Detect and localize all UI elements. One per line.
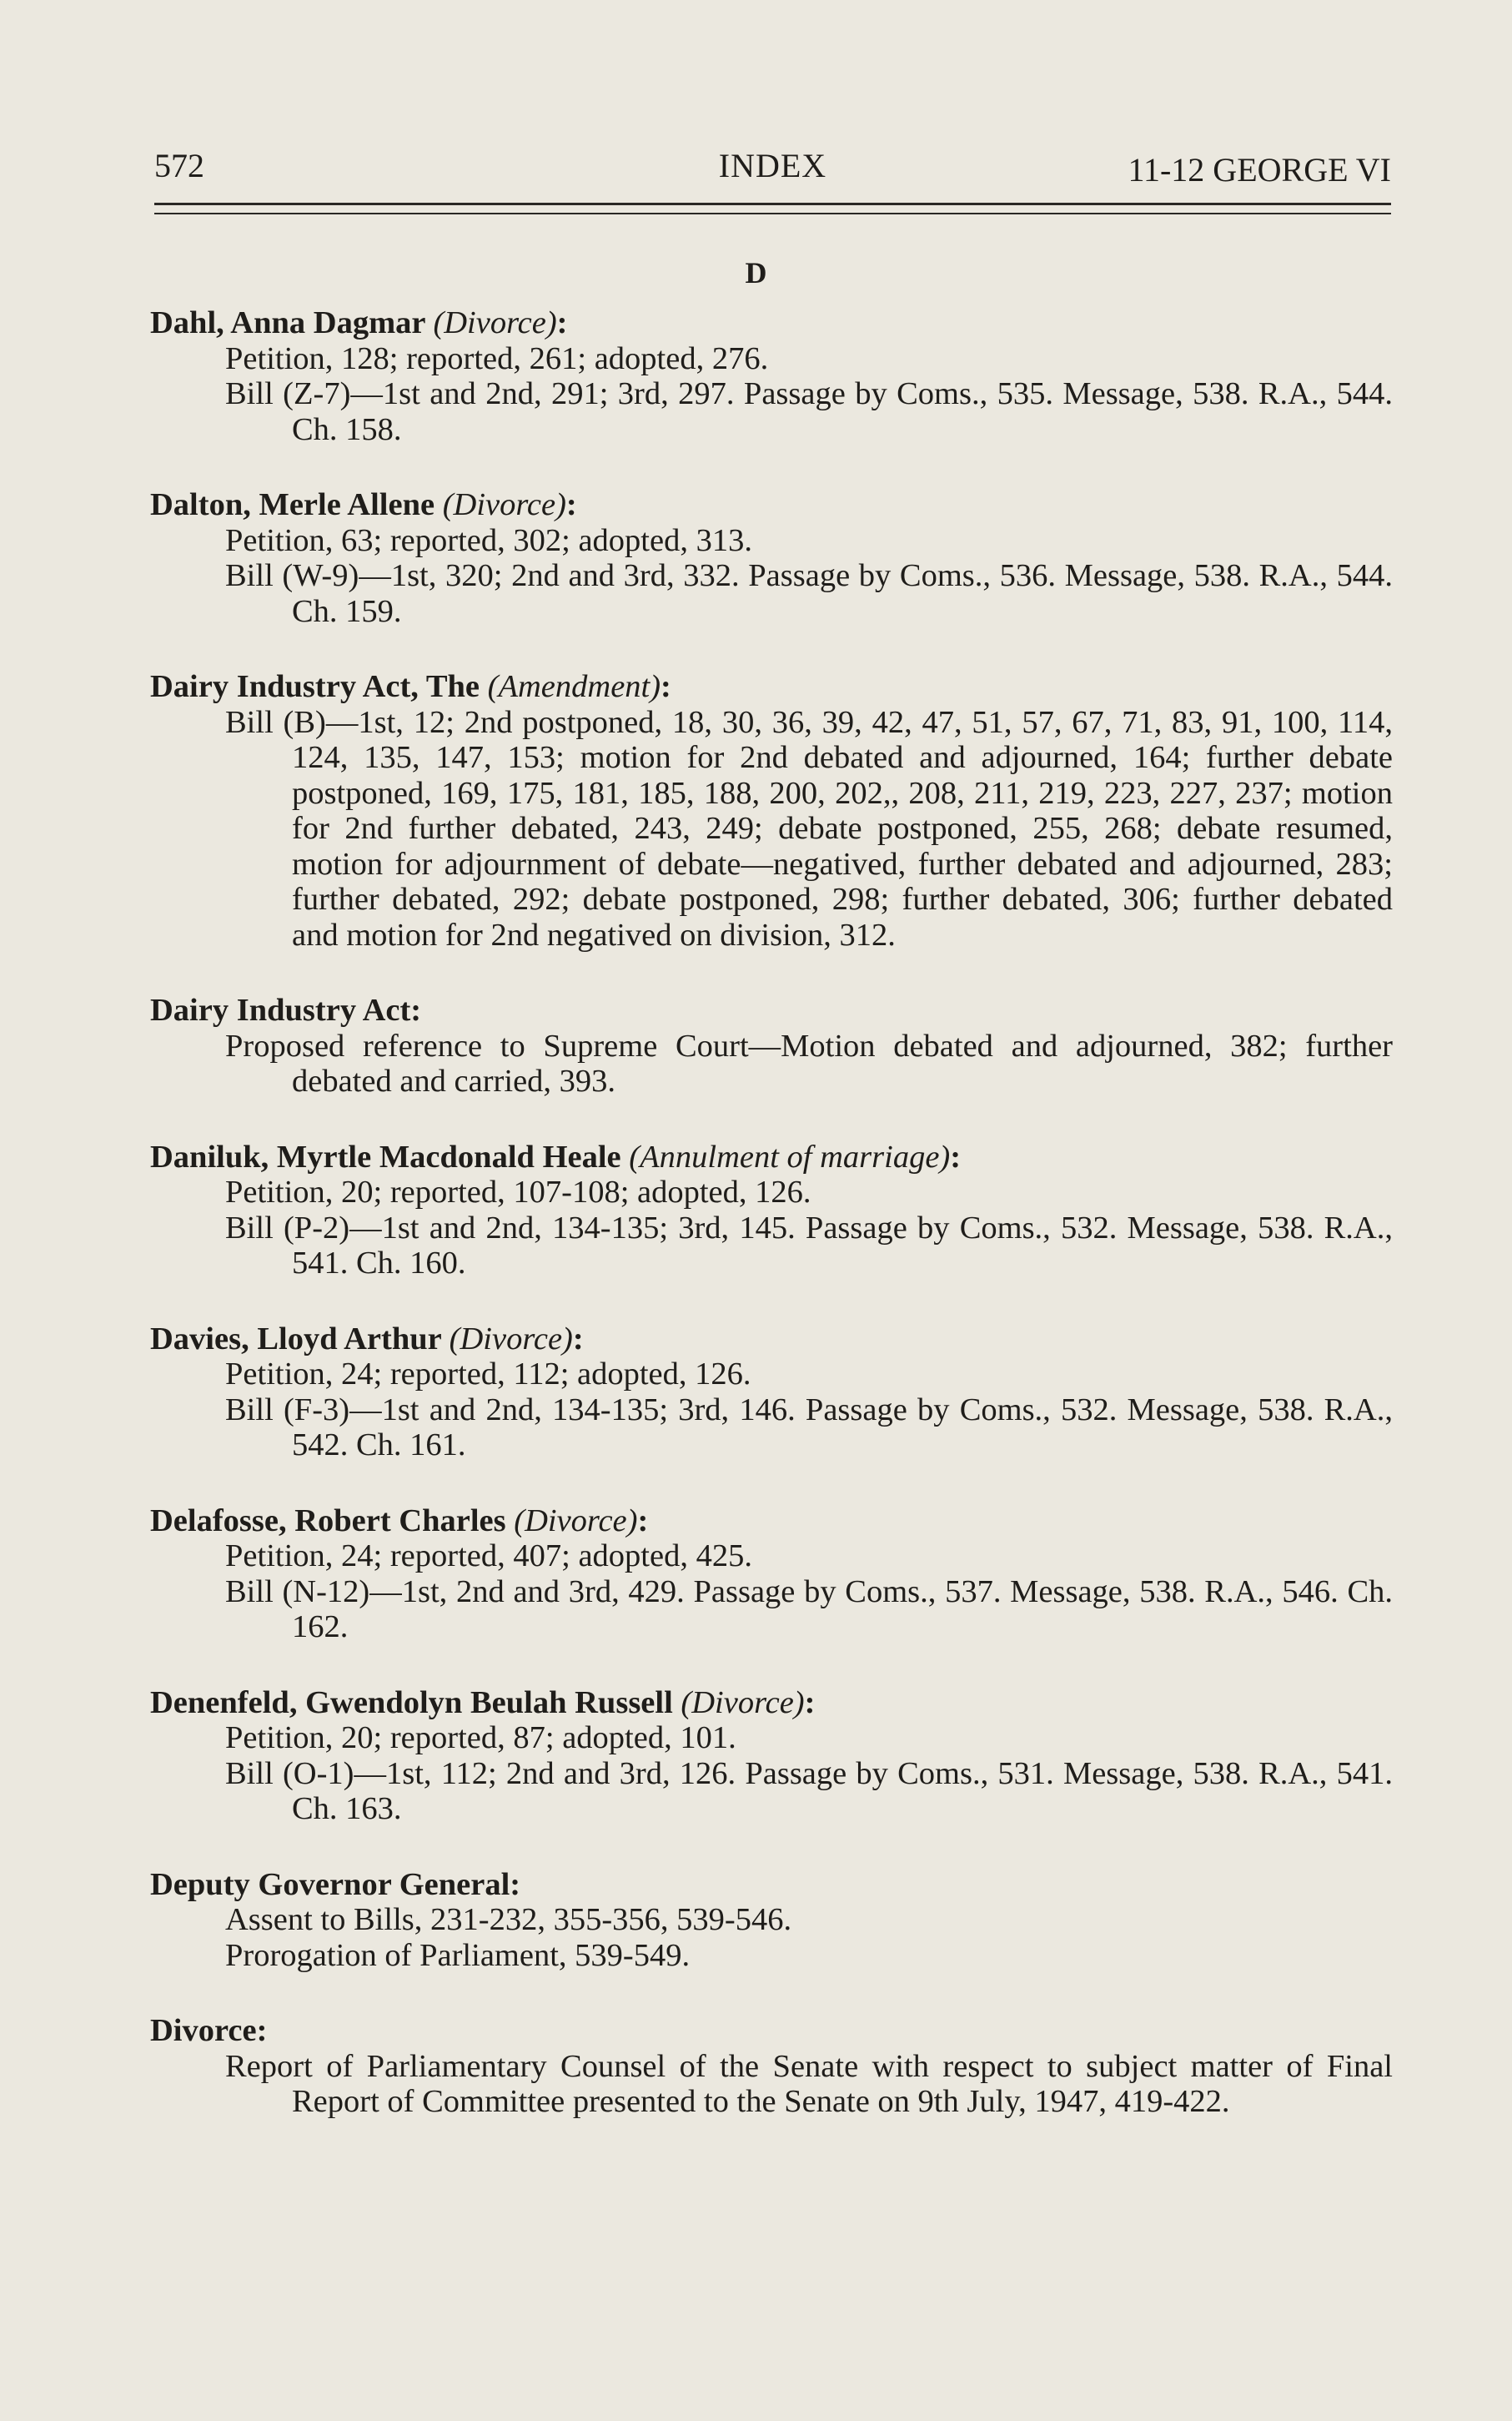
entry-subline: Bill (B)—1st, 12; 2nd postponed, 18, 30, 36, 39, 42, 47, 51, 57, 67, 71, 83, 91, 100, 114, 124, 135, 147, 153; motion for 2nd debated and adjourned, 164; further debate postponed, 169, 175, 181, 185, 188, 200, 202,, 208, 211, 219, 223, 227, 237; motion for 2nd further debated, 243, 249; debate postponed, 255, 268; debate resumed, motion for adjournment of debate—negatived, further debated and adjourned, 283; further debated, 292; debate postponed, 298; further debated, 306; further debated and motion for 2nd negatived on division, 312. — [225, 704, 1393, 953]
entry-subline: Petition, 20; reported, 107-108; adopted, 126. — [225, 1175, 811, 1210]
index-entry — [150, 1503, 1393, 1645]
index-entry — [150, 1685, 1393, 1827]
section-letter: D — [745, 256, 767, 289]
entry-name: Dairy Industry Act — [150, 993, 411, 1028]
entry-qualifier: (Divorce) — [442, 487, 566, 522]
entry-colon: : — [572, 1321, 584, 1356]
entry-colon: : — [556, 305, 568, 340]
entry-subline: Bill (N-12)—1st, 2nd and 3rd, 429. Passage by Coms., 537. Message, 538. R.A., 546. Ch. 162. — [225, 1573, 1393, 1644]
index-entry — [150, 993, 1393, 1100]
entry-subline: Petition, 20; reported, 87; adopted, 101. — [225, 1720, 736, 1755]
running-header — [154, 146, 1391, 196]
entry-subline: Bill (F-3)—1st and 2nd, 134-135; 3rd, 146. Passage by Coms., 532. Message, 538. R.A., 542. Ch. 161. — [225, 1392, 1393, 1462]
entry-colon: : — [804, 1684, 816, 1720]
entry-qualifier: (Divorce) — [681, 1684, 805, 1720]
entry-subline: Bill (P-2)—1st and 2nd, 134-135; 3rd, 145. Passage by Coms., 532. Message, 538. R.A., 541. Ch. 160. — [225, 1210, 1393, 1281]
entry-heading — [150, 1685, 1393, 1721]
entry-heading — [150, 1867, 1393, 1903]
entry-name: Daniluk, Myrtle Macdonald Heale — [150, 1139, 621, 1175]
entry-subline: Bill (O-1)—1st, 112; 2nd and 3rd, 126. Passage by Coms., 531. Message, 538. R.A., 541. Ch. 163. — [225, 1755, 1393, 1826]
index-entries — [150, 305, 1393, 2160]
entry-subline: Assent to Bills, 231-232, 355-356, 539-546. — [225, 1902, 792, 1937]
entry-colon: : — [637, 1502, 649, 1538]
entry-name: Dahl, Anna Dagmar — [150, 305, 425, 340]
entry-colon: : — [256, 2013, 268, 2048]
entry-colon: : — [950, 1139, 962, 1175]
entry-heading — [150, 1321, 1393, 1357]
running-title: INDEX — [718, 147, 827, 184]
entry-heading — [150, 1140, 1393, 1175]
index-entry — [150, 669, 1393, 953]
entry-name: Dairy Industry Act, The — [150, 669, 480, 704]
entry-name: Deputy Governor General — [150, 1866, 510, 1902]
entry-qualifier: (Amendment) — [487, 669, 661, 704]
entry-colon: : — [410, 993, 422, 1028]
page-number: 572 — [154, 147, 204, 184]
entry-heading — [150, 487, 1393, 523]
entry-colon: : — [565, 487, 577, 522]
entry-subline: Petition, 24; reported, 112; adopted, 126. — [225, 1356, 751, 1392]
entry-colon: : — [661, 669, 671, 704]
index-entry — [150, 487, 1393, 629]
entry-heading — [150, 1503, 1393, 1539]
entry-subline: Prorogation of Parliament, 539-549. — [225, 1937, 691, 1973]
header-rule-top — [154, 203, 1391, 205]
entry-heading — [150, 993, 1393, 1029]
entry-subline: Report of Parliamentary Counsel of the Senate with respect to subject matter of Final Report of Committee presented to the Senate on 9th July, 1947, 419-422. — [225, 2048, 1393, 2119]
index-entry — [150, 2013, 1393, 2120]
entry-heading — [150, 2013, 1393, 2049]
entry-colon: : — [510, 1866, 521, 1902]
entry-qualifier: (Divorce) — [514, 1502, 638, 1538]
reign-label: 11-12 GEORGE VI — [1128, 151, 1391, 189]
entry-heading — [150, 669, 1393, 705]
entry-heading — [150, 305, 1393, 341]
header-rule-bottom — [154, 213, 1391, 214]
entry-qualifier: (Annulment of marriage) — [629, 1139, 951, 1175]
entry-name: Davies, Lloyd Arthur — [150, 1321, 442, 1356]
index-entry — [150, 1867, 1393, 1974]
entry-subline: Petition, 24; reported, 407; adopted, 425. — [225, 1538, 752, 1573]
entry-subline: Bill (W-9)—1st, 320; 2nd and 3rd, 332. Passage by Coms., 536. Message, 538. R.A., 544. Ch. 159. — [225, 558, 1393, 629]
index-entry — [150, 305, 1393, 447]
index-entry — [150, 1321, 1393, 1463]
entry-name: Denenfeld, Gwendolyn Beulah Russell — [150, 1684, 673, 1720]
entry-subline: Petition, 128; reported, 261; adopted, 276. — [225, 340, 769, 376]
entry-name: Dalton, Merle Allene — [150, 487, 435, 522]
entry-name: Delafosse, Robert Charles — [150, 1502, 506, 1538]
index-entry — [150, 1140, 1393, 1281]
entry-qualifier: (Divorce) — [449, 1321, 573, 1356]
entry-qualifier: (Divorce) — [433, 305, 557, 340]
entry-name: Divorce — [150, 2013, 257, 2048]
entry-subline: Petition, 63; reported, 302; adopted, 313. — [225, 522, 752, 558]
entry-subline: Bill (Z-7)—1st and 2nd, 291; 3rd, 297. Passage by Coms., 535. Message, 538. R.A., 544. Ch. 158. — [225, 376, 1393, 447]
entry-subline: Proposed reference to Supreme Court—Motion debated and adjourned, 382; further debated and carried, 393. — [225, 1028, 1393, 1099]
